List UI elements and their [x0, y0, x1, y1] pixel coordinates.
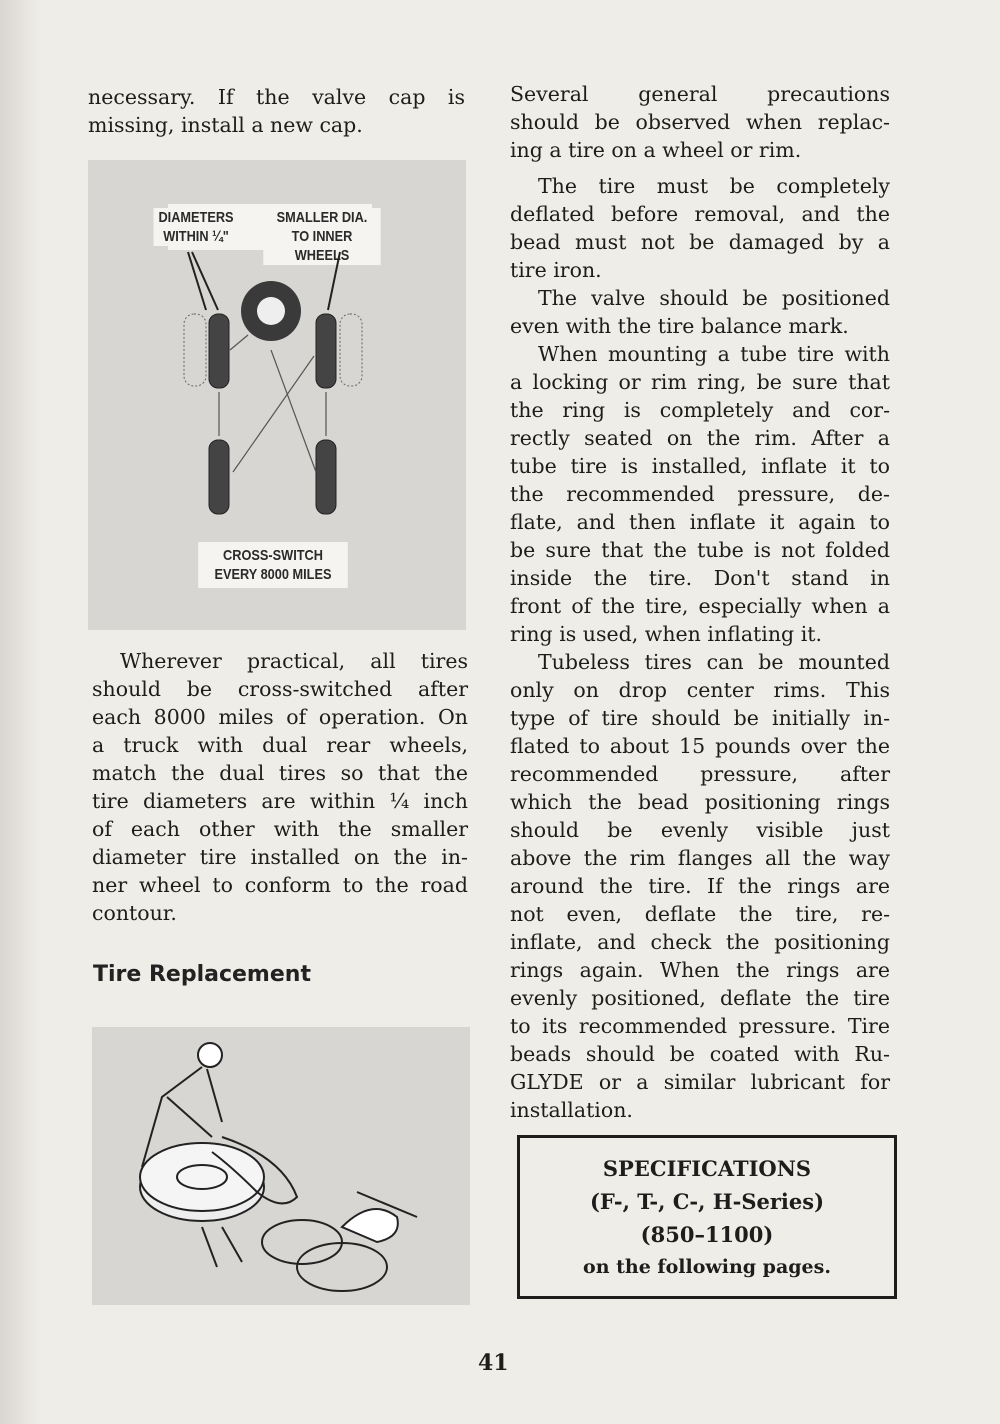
- text-line: When mounting a tube tire with: [538, 342, 890, 366]
- text-line: ring is used, when inflating it.: [510, 622, 823, 646]
- paragraph: [510, 648, 890, 1124]
- page-gutter-shadow: [0, 0, 40, 1424]
- paragraph: [510, 172, 890, 284]
- text-line: match the dual tires so that the: [92, 761, 468, 785]
- text-line: The valve should be positioned: [538, 286, 890, 310]
- text-line: ing a tire on a wheel or rim.: [510, 138, 802, 162]
- text-line: bead must not be damaged by a: [510, 230, 890, 254]
- label-line: TO INNER WHEELS: [291, 228, 353, 264]
- cross-switch-paragraph: [92, 647, 468, 927]
- text-line: only on drop center rims. This: [510, 678, 890, 702]
- text-line: a truck with dual rear wheels,: [92, 733, 468, 757]
- page-number: 41: [478, 1350, 509, 1376]
- text-line: the recommended pressure, de-: [510, 482, 890, 506]
- text-line: inside the tire. Don't stand in: [510, 566, 890, 590]
- label-line: CROSS-SWITCH: [223, 547, 323, 564]
- text-line: rings again. When the rings are: [510, 958, 890, 982]
- text-line: tube tire is installed, inflate it to: [510, 454, 890, 478]
- paragraph: [510, 80, 890, 164]
- text-line: a locking or rim ring, be sure that: [510, 370, 890, 394]
- paragraph: [510, 284, 890, 340]
- text-line: the ring is completely and cor-: [510, 398, 890, 422]
- text-line: flated to about 15 pounds over the: [510, 734, 890, 758]
- text-line: GLYDE or a similar lubricant for: [510, 1070, 890, 1094]
- text-line: necessary. If the valve cap is: [88, 85, 465, 109]
- text-line: which the bead positioning rings: [510, 790, 890, 814]
- label-line: WITHIN ¼": [163, 228, 229, 245]
- text-line: The tire must be completely: [538, 174, 890, 198]
- text-line: installation.: [510, 1098, 633, 1122]
- text-line: type of tire should be initially in-: [510, 706, 890, 730]
- text-line: ner wheel to conform to the road: [92, 873, 468, 897]
- text-line: front of the tire, especially when a: [510, 594, 890, 618]
- paragraph: [510, 340, 890, 648]
- text-line: around the tire. If the rings are: [510, 874, 890, 898]
- spec-note: on the following pages.: [583, 1256, 831, 1278]
- text-line: Several general precautions: [510, 82, 890, 106]
- text-line: flate, and then inflate it again to: [510, 510, 890, 534]
- text-line: should be cross-switched after: [92, 677, 468, 701]
- text-line: tire iron.: [510, 258, 602, 282]
- text-line: of each other with the smaller: [92, 817, 468, 841]
- right-column-text: [510, 80, 890, 1124]
- text-line: missing, install a new cap.: [88, 113, 363, 137]
- text-line: above the rim flanges all the way: [510, 846, 890, 870]
- text-line: beads should be coated with Ru-: [510, 1042, 890, 1066]
- spec-range: (850–1100): [640, 1222, 774, 1247]
- text-line: Wherever practical, all tires: [120, 649, 468, 673]
- text-line: diameter tire installed on the in-: [92, 845, 468, 869]
- text-line: should be observed when replac-: [510, 110, 890, 134]
- intro-text: [88, 83, 465, 139]
- tire-rotation-figure: [88, 160, 466, 630]
- mechanic-drawing: [92, 1027, 470, 1305]
- section-heading: Tire Replacement: [93, 962, 311, 987]
- spec-title: SPECIFICATIONS: [602, 1156, 812, 1181]
- text-line: be sure that the tube is not folded: [510, 538, 890, 562]
- text-line: should be evenly visible just: [510, 818, 890, 842]
- label-cross-switch: [198, 542, 348, 588]
- text-line: Tubeless tires can be mounted: [538, 650, 890, 674]
- text-line: tire diameters are within ¼ inch: [92, 789, 468, 813]
- text-line: to its recommended pressure. Tire: [510, 1014, 890, 1038]
- text-line: inflate, and check the positioning: [510, 930, 890, 954]
- label-line: DIAMETERS: [158, 209, 234, 226]
- label-line: EVERY 8000 MILES: [214, 566, 332, 583]
- label-line: SMALLER DIA.: [276, 209, 368, 226]
- text-line: deflated before removal, and the: [510, 202, 890, 226]
- text-line: not even, deflate the tire, re-: [510, 902, 890, 926]
- text-line: evenly positioned, deflate the tire: [510, 986, 890, 1010]
- text-line: even with the tire balance mark.: [510, 314, 849, 338]
- specifications-box: [517, 1135, 897, 1299]
- text-line: each 8000 miles of operation. On: [92, 705, 468, 729]
- spec-series: (F-, T-, C-, H-Series): [589, 1189, 825, 1214]
- text-line: rectly seated on the rim. After a: [510, 426, 890, 450]
- text-line: recommended pressure, after: [510, 762, 890, 786]
- tire-replacement-illustration: [92, 1027, 470, 1305]
- text-line: contour.: [92, 901, 177, 925]
